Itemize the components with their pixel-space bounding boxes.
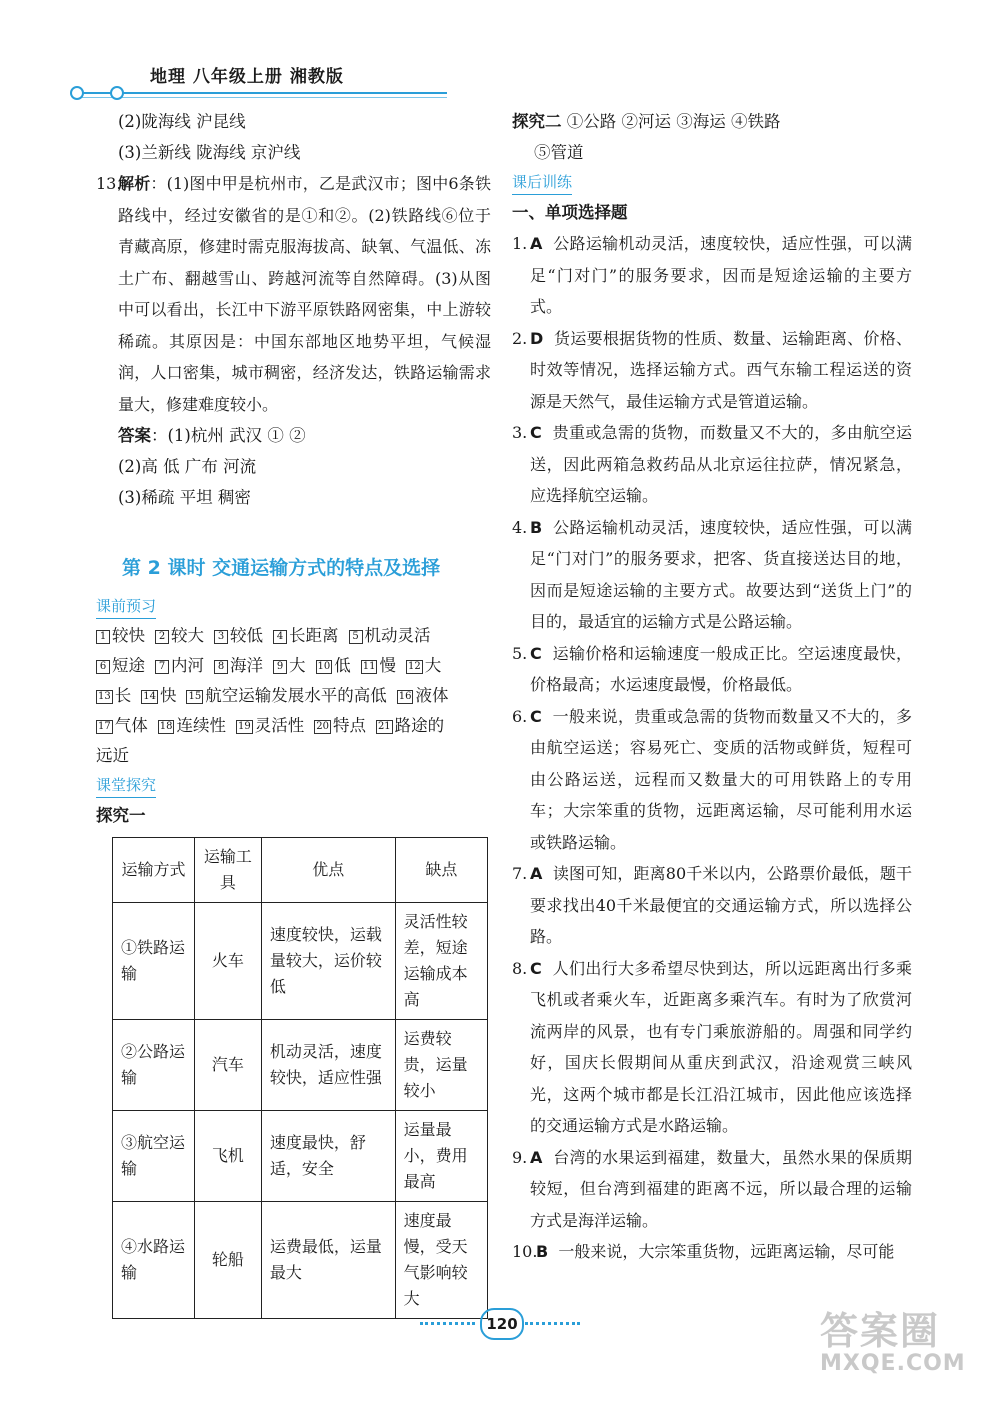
pre-study-item: 9 大 [273, 651, 306, 681]
table-cell: 汽车 [194, 1020, 261, 1111]
watermark-logo: 答案圈 MXQE.COM [820, 1309, 966, 1376]
answer-explanation: 公路运输机动灵活，速度较快，适应性强，可以满足“门对门”的服务要求，因而是短途运输的主要方式。 [530, 234, 912, 316]
pre-study-item: 20 特点 [316, 716, 366, 735]
answer-line: (2)陇海线 沪昆线 [118, 112, 246, 131]
header-circle-icon [110, 86, 124, 100]
pre-study-item: 10 低 [317, 656, 351, 675]
header-rule [82, 92, 447, 94]
answer-line: (3)兰新线 陇海线 京沪线 [118, 143, 301, 162]
pre-study-item: 5 机动灵活 [349, 621, 431, 651]
table-header: 优点 [261, 838, 395, 903]
table-row [113, 903, 488, 1020]
answer-item [512, 638, 912, 701]
answer-item [512, 323, 912, 418]
explore-heading: 探究二 [512, 112, 562, 131]
answer-choice: B [536, 1242, 549, 1261]
explore2-line: ⑤管道 [534, 143, 584, 162]
section-tag: 课前预习 [96, 592, 491, 621]
answer-row: 远近 [96, 746, 129, 765]
answer-choice: C [530, 423, 542, 442]
pre-study-item: 1 较快 [96, 621, 145, 651]
answer-choice: A [530, 1147, 543, 1167]
pre-study-item: 11 慢 [362, 656, 396, 675]
pre-study-item: 6 短途 [96, 651, 145, 681]
question-number: 13. [96, 174, 122, 193]
pre-study-item: 2 较大 [155, 621, 204, 651]
pre-study-item: 16 液体 [398, 686, 449, 705]
pre-study-item: 15 航空运输发展水平的高低 [188, 686, 387, 705]
answer-explanation: 台湾的水果运到福建，数量大，虽然水果的保质期较短，但台湾到福建的距离不远，所以最合理的运输方式是海洋运输。 [530, 1147, 912, 1230]
pre-study-item: 17 气体 [98, 716, 148, 735]
answer-line: (3)稀疏 平坦 稠密 [118, 488, 251, 507]
table-cell: ④水路运输 [113, 1202, 195, 1319]
answer-number: 2. [512, 328, 528, 348]
table-cell: 速度最快，舒适，安全 [261, 1111, 395, 1202]
table-cell: ①铁路运输 [113, 903, 195, 1020]
answer-item [512, 701, 912, 859]
section-tag: 课堂探究 [96, 771, 491, 800]
table-cell: ②公路运输 [113, 1020, 195, 1111]
answer-number: 1. [512, 234, 528, 253]
answer-item [512, 417, 912, 512]
explore-heading: 探究一 [96, 806, 146, 825]
answer-choice: A [530, 864, 543, 883]
answer-number: 7. [512, 864, 528, 883]
answer-item [512, 953, 912, 1142]
pre-study-item: 12 大 [407, 656, 442, 675]
table-cell: 灵活性较差，短途运输成本高 [395, 903, 487, 1020]
answer-number: 6. [512, 706, 528, 726]
answer-explanation: 贵重或急需的货物，而数量又不大的，多由航空运送，因此两箱急救药品从北京运往拉萨，情况紧急，应选择航空运输。 [530, 423, 912, 505]
dotted-rule [420, 1322, 475, 1325]
dotted-rule [525, 1322, 580, 1325]
answer-choice: B [530, 517, 543, 537]
page-number: 120 [480, 1308, 524, 1340]
answer-explanation: 一般来说，大宗笨重货物，远距离运输，尽可能 [558, 1242, 895, 1261]
answer-explanation: 人们出行大多希望尽快到达，所以远距离出行多乘飞机或者乘火车，近距离多乘汽车。有时为了欣赏河流两岸的风景，也有专门乘旅游船的。周强和同学约好，国庆长假期间从重庆到武汉，沿途观赏三峡风光，这两个城市都是长江沿江城市，因此他应该选择的交通运输方式是水路运输。 [530, 958, 912, 1135]
answer-number: 5. [512, 643, 528, 663]
section-tag: 课后训练 [512, 168, 912, 197]
table-cell: 运费较贵，运量较小 [395, 1020, 487, 1111]
answer-item [512, 228, 912, 323]
answer-number: 10. [512, 1242, 538, 1261]
running-header: 地理 八年级上册 湘教版 [150, 67, 344, 87]
answer-line: 答案：(1)杭州 武汉 ① ② [118, 426, 306, 445]
page-number-badge [420, 1308, 580, 1338]
table-cell: ③航空运输 [113, 1111, 195, 1202]
answer-item [512, 512, 912, 638]
answer-line: (2)高 低 广布 河流 [118, 457, 257, 476]
table-row [113, 1020, 488, 1111]
header-circle-icon [70, 86, 84, 100]
lesson-title: 第 2 课时 交通运输方式的特点及选择 [122, 557, 441, 579]
answer-row [96, 651, 491, 681]
answer-row [96, 711, 491, 741]
pre-study-item: 14 快 [143, 686, 177, 705]
table-cell: 机动灵活，速度较快，适应性强 [261, 1020, 395, 1111]
table-cell: 运费最低，运量最大 [261, 1202, 395, 1319]
pre-study-item: 4 长距离 [273, 621, 339, 651]
section-heading: 一、单项选择题 [512, 203, 628, 222]
transport-table [112, 837, 488, 1319]
right-column [512, 106, 912, 1268]
pre-study-item: 3 较低 [214, 621, 263, 651]
answer-choice: A [530, 234, 543, 253]
answer-number: 4. [512, 517, 528, 537]
answer-explanation: 货运要根据货物的性质、数量、运输距离、价格、时效等情况，选择运输方式。西气东输工程运送的资源是天然气，最佳运输方式是管道运输。 [530, 328, 912, 411]
answer-row [96, 621, 491, 651]
table-cell: 火车 [194, 903, 261, 1020]
pre-study-item: 7 内河 [155, 651, 204, 681]
answer-list [512, 228, 912, 1268]
pre-study-item: 18 连续性 [159, 716, 226, 735]
answer-choice: D [530, 328, 544, 348]
answer-choice: C [530, 706, 542, 726]
answer-choice: C [530, 958, 542, 978]
answer-number: 8. [512, 958, 528, 978]
explore2-line: 探究二 ①公路 ②河运 ③海运 ④铁路 [512, 112, 781, 131]
left-column [96, 106, 491, 1319]
pre-study-item: 13 长 [98, 686, 132, 705]
answer-item [512, 858, 912, 953]
answer-item [512, 1142, 912, 1237]
answer-number: 9. [512, 1147, 528, 1167]
pre-study-answers [96, 621, 491, 771]
answer-row [96, 681, 491, 711]
answer-label: 答案 [118, 426, 151, 445]
table-cell: 速度最慢，受天气影响较大 [395, 1202, 487, 1319]
header-rule-thin [82, 97, 447, 98]
table-cell: 飞机 [194, 1111, 261, 1202]
table-header: 缺点 [395, 838, 487, 903]
question-13 [96, 168, 491, 420]
analysis-text: ：(1)图中甲是杭州市，乙是武汉市；图中6条铁路线中，经过安徽省的是①和②。(2)铁路线⑥位于青藏高原，修建时需克服海拔高、缺氧、气温低、冻土广布、翻越雪山、跨越河流等自然障碍。(3)从图中可以看出，长江中下游平原铁路网密集，中上游较稀疏。其原因是：中国东部地区地势平坦，气候湿润，人口密集，城市稠密，经济发达，铁路运输需求量大，修建难度较小。 [118, 174, 491, 414]
pre-study-item: 8 海洋 [214, 651, 263, 681]
answer-explanation: 一般来说，贵重或急需的货物而数量又不大的，多由航空运送；容易死亡、变质的活物或鲜货，短程可由公路运送，远程而又数量大的可用铁路上的专用车；大宗笨重的货物，远距离运输，尽可能利用水运或铁路运输。 [530, 706, 912, 852]
table-cell: 运量最小，费用最高 [395, 1111, 487, 1202]
table-header: 运输工具 [194, 838, 261, 903]
answer-item [512, 1236, 912, 1268]
analysis-label: 解析 [118, 174, 151, 193]
table-row [113, 1202, 488, 1319]
answer-choice: C [530, 643, 542, 663]
answer-explanation: 读图可知，距离80千米以内，公路票价最低，题干要求找出40千米最便宜的交通运输方式，所以选择公路。 [530, 864, 912, 946]
pre-study-item: 21 路途的 [377, 716, 445, 735]
table-cell: 速度较快，运载量较大，运价较低 [261, 903, 395, 1020]
answer-explanation: 公路运输机动灵活，速度较快，适应性强，可以满足“门对门”的服务要求，把客、货直接送达目的地，因而是短途运输的主要方式。故要达到“送货上门”的目的，最适宜的运输方式是公路运输。 [530, 517, 912, 631]
table-header-row [113, 838, 488, 903]
pre-study-item: 19 灵活性 [237, 716, 305, 735]
answer-explanation: 运输价格和运输速度一般成正比。空运速度最快，价格最高；水运速度最慢，价格最低。 [530, 643, 912, 694]
table-header: 运输方式 [113, 838, 195, 903]
answer-number: 3. [512, 423, 528, 442]
table-cell: 轮船 [194, 1202, 261, 1319]
table-row [113, 1111, 488, 1202]
